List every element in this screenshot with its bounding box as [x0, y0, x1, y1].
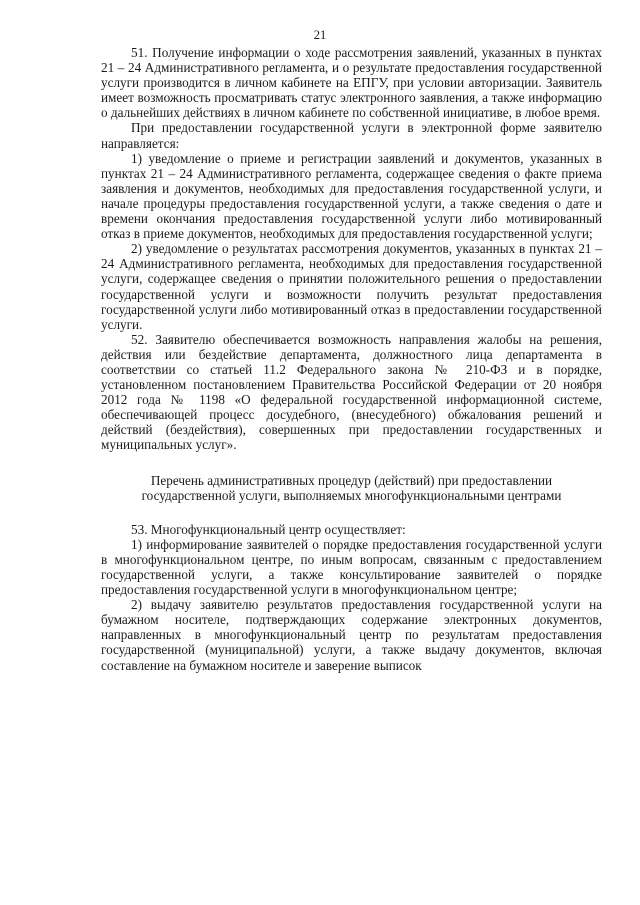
- paragraph-53: 53. Многофункциональный центр осуществляет:: [131, 521, 406, 537]
- list-item-2-result-notice: 2) уведомление о результатах рассмотрения документов, указанных в пунктах 21 – 24 Административного регламента, необходимых для предоставления государственной услуги, содержащее сведения о принятии положительного решения о предоставлении государственной услуги и возможности получить результат предоставления государственной услуги либо мотивированный отказ в предоставлении государственной услуги.: [101, 241, 602, 332]
- page-number: 21: [313, 28, 327, 42]
- section-heading: Перечень административных процедур (действий) при предоставлении государственной услуги, выполняемых многофункциональными центрами: [141, 472, 562, 503]
- paragraph-51: 51. Получение информации о ходе рассмотрения заявлений, указанных в пунктах 21 – 24 Административного регламента, и о результате предоставления государственной услуги производится в личном кабинете на ЕПГУ, при условии авторизации. Заявитель имеет возможность просматривать статус электронного заявления, а также информацию о дальнейших действиях в личном кабинете по собственной инициативе, в любое время.: [101, 45, 602, 121]
- list-item-1-receipt-notice: 1) уведомление о приеме и регистрации заявлений и документов, указанных в пунктах 21 – 24 Административного регламента, содержащее сведения о факте приема заявления и документов, необходимых для предоставления государственной услуги, и начале процедуры предоставления государственной услуги, а также сведения о дате и времени окончания предоставления государственной услуги либо мотивированный отказ в приеме документов, необходимых для предоставления государственной услуги;: [101, 150, 602, 242]
- paragraph-electronic-form-intro: При предоставлении государственной услуги в электронной форме заявителю направляется:: [101, 120, 602, 151]
- paragraph-52: 52. Заявителю обеспечивается возможность направления жалобы на решения, действия или бездействие департамента, должностного лица департамента в соответствии со статьей 11.2 Федерального закона № 210-ФЗ и в порядке, установленном постановлением Правительства Российской Федерации от 20 ноября 2012 года № 1198 «О федеральной государственной информационной системе, обеспечивающей процесс досудебного, (внесудебного) обжалования решений и действий (бездействия), совершенных при предоставлении государственных и муниципальных услуг».: [101, 331, 602, 453]
- list-item-1-informing: 1) информирование заявителей о порядке предоставления государственной услуги в многофункциональном центре, по иным вопросам, связанным с предоставлением государственной услуги, а также консультирование заявителей о порядке предоставления государственной услуги в многофункциональном центре;: [101, 536, 602, 598]
- list-item-2-issuing: 2) выдачу заявителю результатов предоставления государственной услуги на бумажном носителе, подтверждающих содержание электронных документов, направленных в многофункциональный центр по результатам предоставления государственной (муниципальной) услуги, а также выдачу документов, включая составление на бумажном носителе и заверение выписок: [101, 597, 602, 673]
- document-body: [101, 45, 602, 673]
